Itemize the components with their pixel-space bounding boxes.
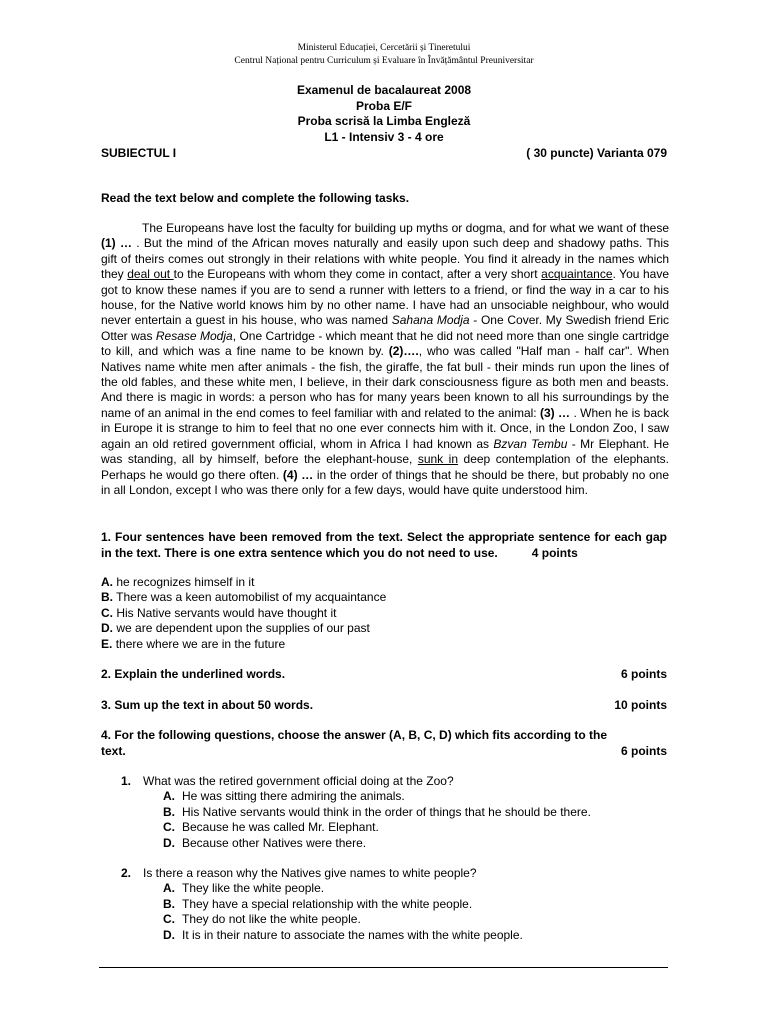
question-number: 1. <box>121 774 132 788</box>
option-c <box>101 606 667 621</box>
answer-letter: A. <box>163 789 175 804</box>
passage-text: . When he is back in Europe it is strange to him to feel that no one ever connects him with it. Once, in the London Zoo, I saw again an old retired government official, whom in Africa I had known as <box>101 405 669 451</box>
task-4-text-end: text. <box>101 743 126 758</box>
gap-3: (3) … <box>540 405 571 420</box>
answer-letter: C. <box>163 912 175 927</box>
option-text: His Native servants would have thought it <box>116 605 337 620</box>
answer-b <box>121 897 681 912</box>
reading-passage <box>101 221 669 498</box>
answer-letter: C. <box>163 820 175 835</box>
question-text: What was the retired government official doing at the Zoo? <box>143 774 454 788</box>
ministry-header <box>0 42 768 68</box>
subject-row <box>101 146 667 162</box>
footer-rule <box>99 967 668 968</box>
exam-subject-name: Proba scrisă la Limba Engleză <box>297 114 471 128</box>
task-4-text: 4. For the following questions, choose the answer (A, B, C, D) which fits according to the <box>101 728 608 742</box>
answer-text: His Native servants would think in the order of things that he should be there. <box>182 804 591 819</box>
answer-text: He was sitting there admiring the animals. <box>182 789 405 804</box>
instruction: Read the text below and complete the following tasks. <box>101 191 410 205</box>
task-1-text: 1. Four sentences have been removed from the text. Select the appropriate sentence for each gap in the text. There is one extra sentence which you do not need to use. <box>101 530 667 560</box>
underlined-acquaintance: acquaintance <box>541 267 613 282</box>
answer-letter: B. <box>163 896 175 911</box>
task-3-text: 3. Sum up the text in about 50 words. <box>101 698 314 712</box>
passage-text: - One Cover. My Swedish friend Eric Otter was <box>101 313 669 343</box>
exam-title-block <box>0 83 768 145</box>
task-1 <box>101 530 667 561</box>
option-letter: D. <box>101 621 113 636</box>
answer-d <box>121 836 681 851</box>
option-letter: E. <box>101 636 113 651</box>
passage-text: - Mr Elephant. He was standing, all by himself, before the elephant-house, <box>101 436 670 467</box>
exam-level: L1 - Intensiv 3 - 4 ore <box>324 129 444 144</box>
option-letter: B. <box>101 590 113 605</box>
option-text: he recognizes himself in it <box>116 575 255 589</box>
passage-text: . You have got to know these names if you are to send a runner with letters to a friend, or find the way in a car to his house, for the Native world knows him by no other name. I have had an unsociable neighbour, who would never entertain a guest in his house, who was named <box>101 267 669 328</box>
name-sahana-modja: Sahana Modja <box>391 313 470 328</box>
task-3 <box>101 698 667 714</box>
answer-c <box>121 912 681 927</box>
name-bzvan-tembu: Bzvan Tembu <box>493 436 568 451</box>
answer-letter: D. <box>163 835 175 850</box>
option-letter: A. <box>101 575 113 589</box>
option-e <box>101 637 667 652</box>
task-2-points: 6 points <box>620 667 667 681</box>
passage-text: , One Cartridge - which meant that he did not need more than one single cartridge to kill, and which was a fine name to be known by. <box>101 328 669 359</box>
subject-label: SUBIECTUL I <box>101 146 177 160</box>
passage-text: to the Europeans with whom they come in contact, after a very short <box>173 267 542 282</box>
exam-title: Examenul de bacalaureat 2008 <box>296 83 472 97</box>
variant-label: ( 30 puncte) Varianta 079 <box>526 146 667 160</box>
option-text: There was a keen automobilist of my acquaintance <box>116 590 387 605</box>
answer-a <box>121 881 681 896</box>
task-4 <box>101 728 667 759</box>
gap-2: (2)…. <box>388 344 419 359</box>
answer-d <box>121 928 681 943</box>
answer-text: They have a special relationship with the white people. <box>182 896 473 911</box>
passage-text: . But the mind of the African moves naturally and easily upon such deep and shadowy paths. This gift of theirs comes out strongly in their relations with white people. You find it already in the names which they <box>101 236 670 282</box>
answer-c <box>121 820 681 835</box>
question-text: Is there a reason why the Natives give names to white people? <box>143 866 477 880</box>
underlined-sunk-in: sunk in <box>417 452 459 467</box>
task-1-points: 4 points <box>531 545 578 560</box>
center-line: Centrul Național pentru Curriculum și Evaluare în Învățământul Preuniversitar <box>234 56 534 66</box>
passage-paragraph <box>101 221 669 498</box>
task-3-points: 10 points <box>614 698 667 712</box>
option-b <box>101 590 667 605</box>
answer-b <box>121 805 681 820</box>
question-2 <box>121 866 681 943</box>
passage-text: , who was called "Half man - half car". When Natives name white men after animals - the fish, the giraffe, the fat bull - their minds run upon the lines of the old fables, and these white men, I believe, in their dark consciousness figure as both men and beasts. And there is magic in words: a person who has for many years been known to all his surroundings by the name of an animal in the end comes to feel familiar with and related to the animal: <box>101 344 670 420</box>
option-text: there where we are in the future <box>115 636 286 651</box>
answer-text: It is in their nature to associate the names with the white people. <box>182 927 523 942</box>
passage-text: deep contemplation of the elephants. Perhaps he would go there often. <box>101 452 669 482</box>
passage-text: The Europeans have lost the faculty for building up myths or dogma, and for what we want of these <box>142 221 669 235</box>
exam-proba: Proba E/F <box>355 98 412 113</box>
task-1-options <box>101 575 667 652</box>
passage-text: in the order of things that he should be there, but probably no one in all London, except I who was there only for a few days, would have quite understood him. <box>101 467 670 497</box>
task-4-points: 6 points <box>620 743 667 758</box>
question-number: 2. <box>121 866 132 880</box>
option-a <box>101 575 667 590</box>
answer-text: They like the white people. <box>182 881 325 896</box>
answer-text: They do not like the white people. <box>182 912 361 927</box>
name-resase-modja: Resase Modja <box>155 328 233 343</box>
answer-a <box>121 789 681 804</box>
underlined-deal-out: deal out <box>127 267 174 282</box>
gap-4: (4) … <box>282 467 314 482</box>
answer-letter: D. <box>163 927 175 942</box>
answer-letter: B. <box>163 804 175 819</box>
option-d <box>101 621 667 636</box>
option-text: we are dependent upon the supplies of our past <box>116 621 370 636</box>
task-2 <box>101 667 667 683</box>
answer-text: Because he was called Mr. Elephant. <box>182 820 379 835</box>
gap-1: (1) … <box>101 236 132 251</box>
task-2-text: 2. Explain the underlined words. <box>101 667 286 681</box>
answer-text: Because other Natives were there. <box>182 835 367 850</box>
ministry-line: Ministerul Educației, Cercetării și Tineretului <box>297 43 471 53</box>
option-letter: C. <box>101 605 113 620</box>
answer-letter: A. <box>163 881 175 896</box>
question-1 <box>121 774 681 851</box>
